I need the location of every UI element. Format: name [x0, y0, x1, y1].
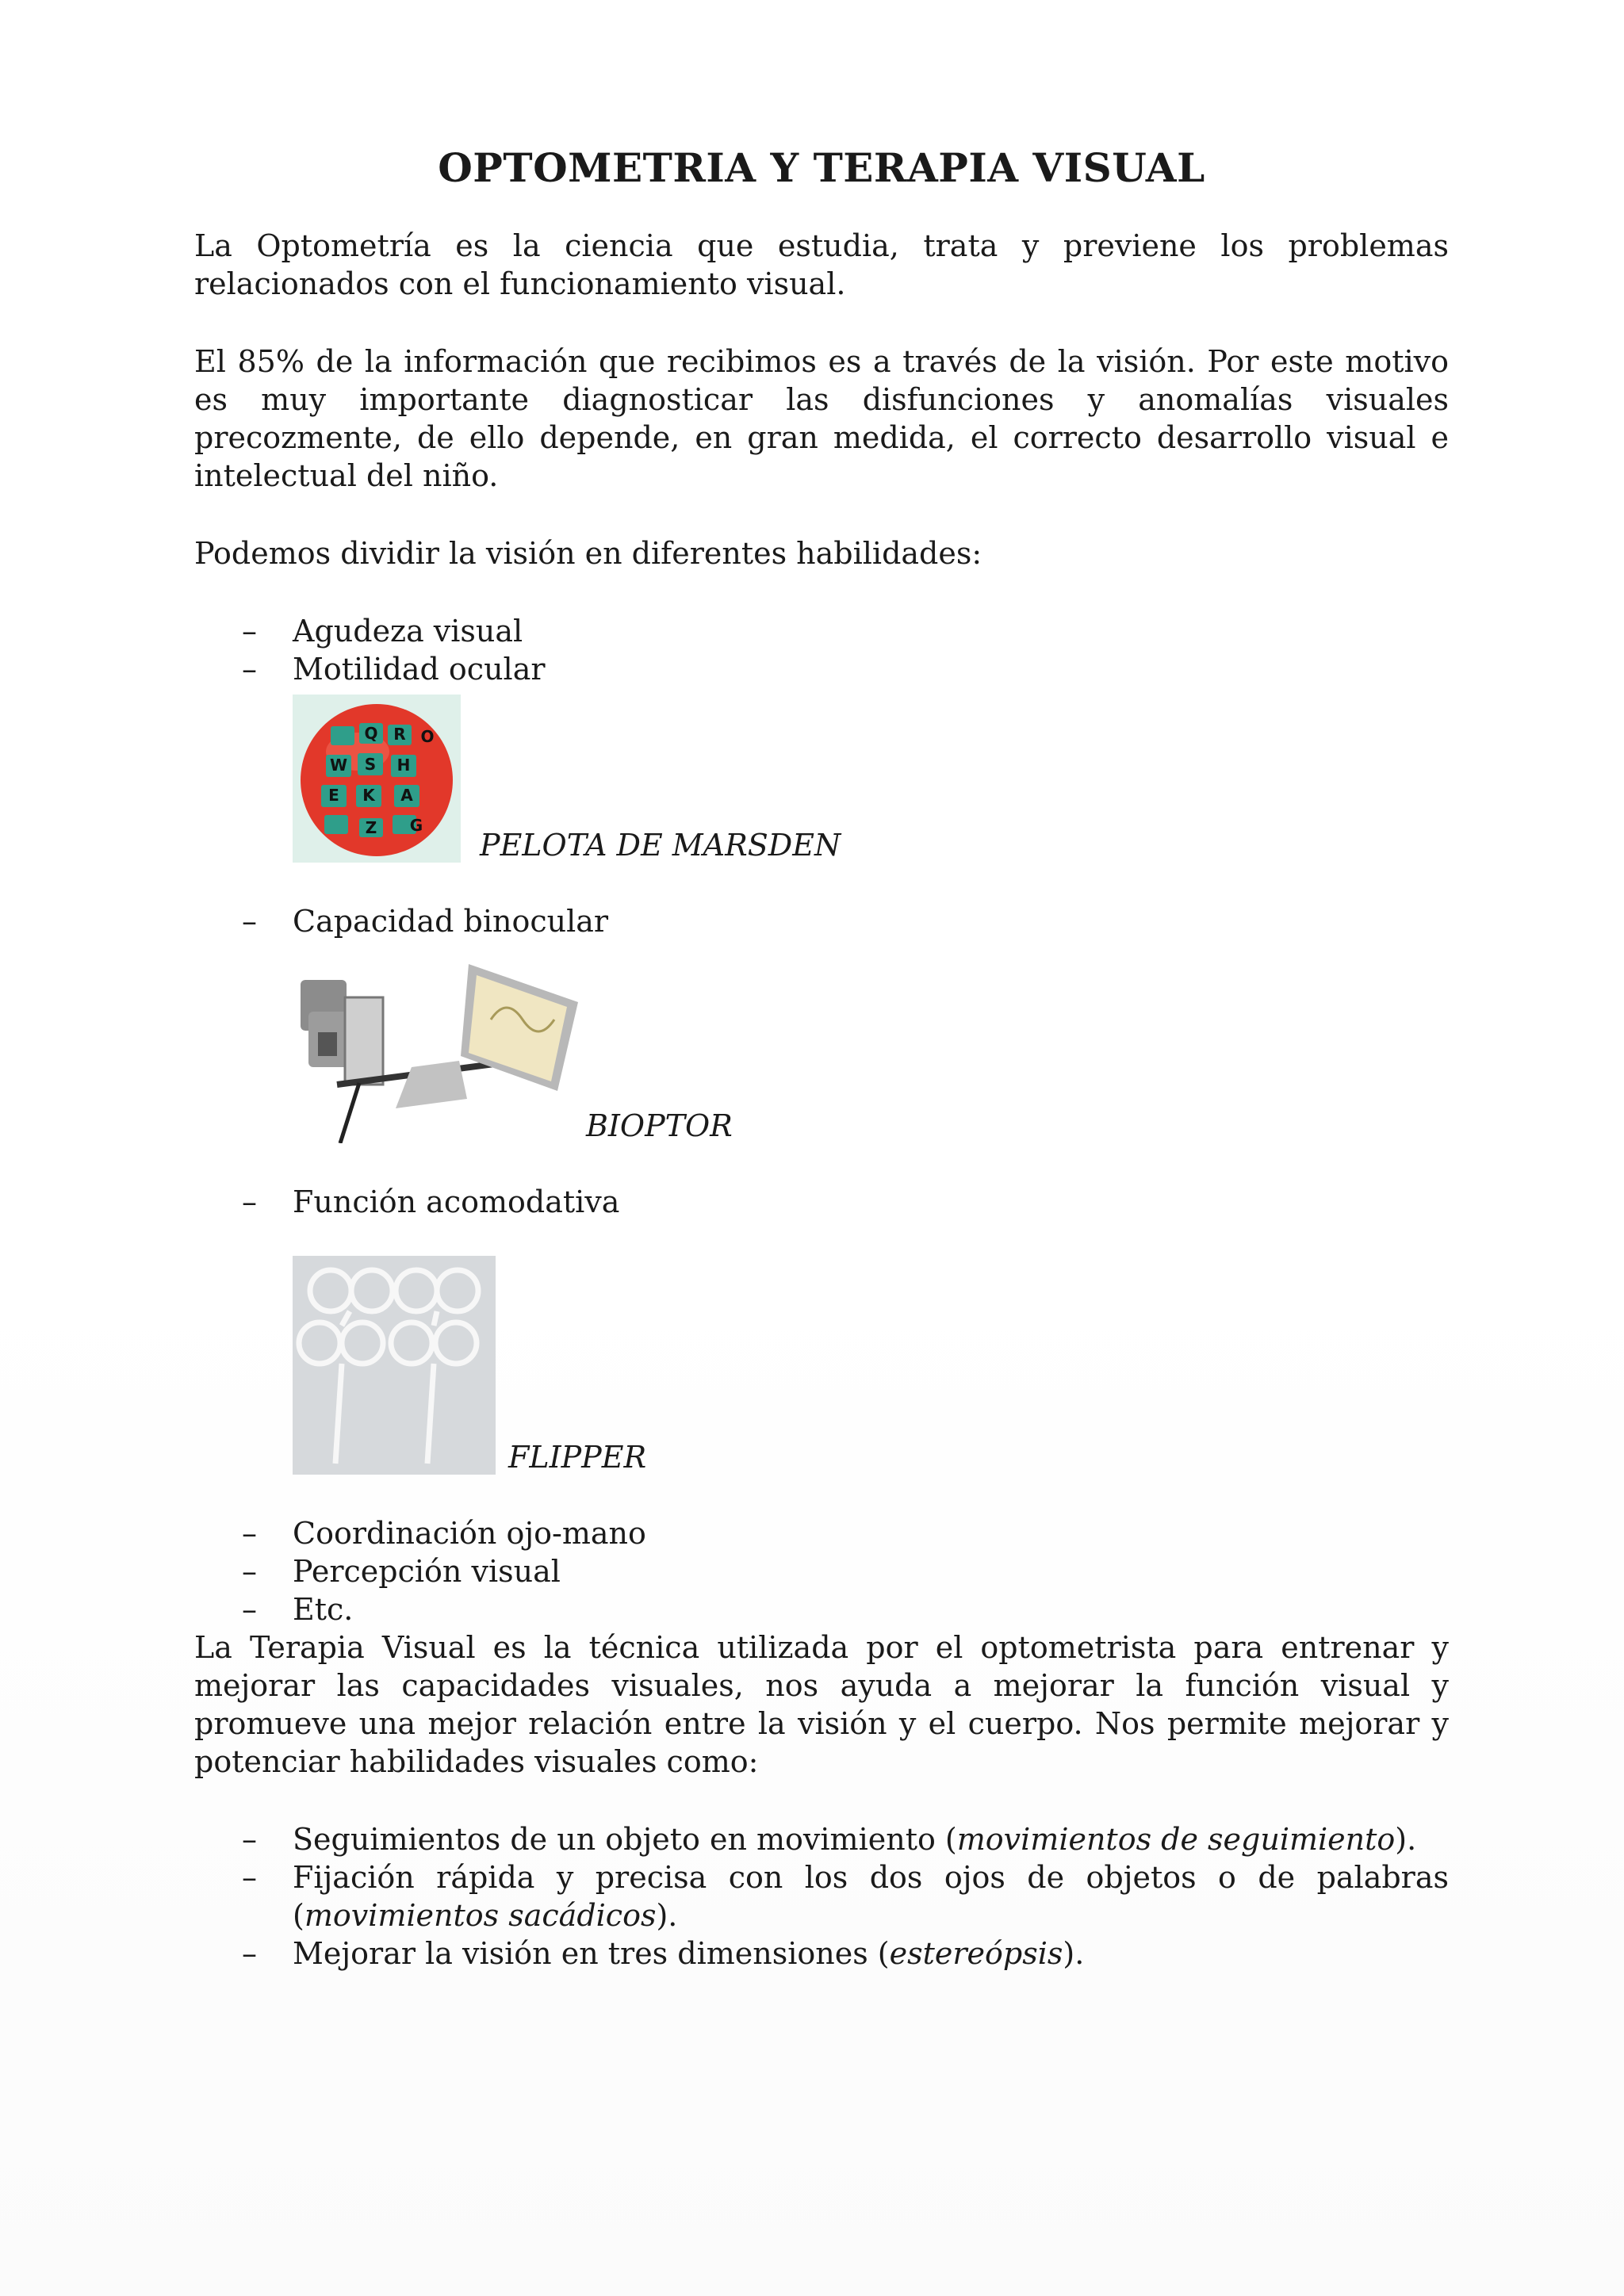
statistic-paragraph: El 85% de la información que recibimos es a través de la visión. Por este motivo es muy importante diagnosticar las disfunciones y anomalías visuales precozmente, de ello depende, en gran medida, el correcto desarrollo visual e intelectual del niño. — [194, 344, 1449, 493]
therapy-text: Fijación rápida y precisa con los dos ojos de objetos o de palabras ( — [293, 1860, 1449, 1933]
marsden-letter: E — [328, 786, 339, 805]
list-item — [194, 1858, 1449, 1934]
therapy-text: Mejorar la visión en tres dimensiones ( — [293, 1936, 890, 1971]
marsden-letter: H — [396, 756, 411, 775]
skill-label: Función acomodativa — [293, 1184, 620, 1219]
dash-bullet: – — [242, 652, 257, 687]
figure-caption: FLIPPER — [508, 1440, 647, 1475]
skills-list — [194, 612, 1449, 688]
therapy-text-end: ). — [656, 1898, 678, 1933]
list-item — [194, 612, 1449, 650]
page-title: OPTOMETRIA Y TERAPIA VISUAL — [438, 144, 1205, 191]
therapy-term: movimientos sacádicos — [304, 1898, 657, 1933]
list-item — [194, 1552, 1449, 1590]
list-item — [194, 1514, 1449, 1552]
skills-list — [194, 902, 1449, 940]
skill-label: Agudeza visual — [293, 614, 523, 649]
dash-bullet: – — [242, 1592, 257, 1627]
dash-bullet: – — [242, 1860, 257, 1895]
figure-caption: BIOPTOR — [586, 1108, 733, 1143]
therapy-term: movimientos de seguimiento — [956, 1822, 1396, 1857]
dash-bullet: – — [242, 904, 257, 939]
list-item — [194, 1183, 1449, 1221]
dash-bullet: – — [242, 1516, 257, 1551]
flipper-figure — [293, 1256, 1449, 1475]
list-item — [194, 902, 1449, 940]
marsden-letter: G — [409, 816, 423, 835]
dash-bullet: – — [242, 1184, 257, 1219]
skill-label: Etc. — [293, 1592, 354, 1627]
marsden-letter: W — [329, 756, 348, 775]
therapy-term: estereópsis — [889, 1936, 1063, 1971]
list-item — [194, 1934, 1449, 1973]
figure-caption: PELOTA DE MARSDEN — [480, 828, 841, 863]
dash-bullet: – — [242, 1554, 257, 1589]
marsden-letter: A — [400, 786, 413, 805]
bioptor-image — [293, 956, 586, 1143]
therapy-text-end: ). — [1395, 1822, 1417, 1857]
dash-bullet: – — [242, 1822, 257, 1857]
intro-paragraph: La Optometría es la ciencia que estudia, trata y previene los problemas relacionados con el funcionamiento visual. — [194, 228, 1449, 301]
skills-list — [194, 1514, 1449, 1628]
marsden-letter: R — [393, 725, 406, 744]
skill-label: Coordinación ojo-mano — [293, 1516, 646, 1551]
marsden-ball-image — [293, 695, 461, 863]
list-item — [194, 650, 1449, 688]
skill-label: Motilidad ocular — [293, 652, 546, 687]
list-item — [194, 1820, 1449, 1858]
dash-bullet: – — [242, 1936, 257, 1971]
dash-bullet: – — [242, 614, 257, 649]
marsden-figure — [293, 695, 1449, 863]
flipper-image — [293, 1256, 496, 1475]
document-body — [194, 143, 1449, 1973]
list-item — [194, 1590, 1449, 1628]
therapy-text-end: ). — [1063, 1936, 1085, 1971]
skills-intro-paragraph: Podemos dividir la visión en diferentes habilidades: — [194, 536, 982, 571]
marsden-letter: Q — [364, 724, 378, 743]
marsden-letter: Z — [365, 818, 377, 837]
marsden-letter: O — [420, 727, 435, 746]
bioptor-figure — [293, 956, 1449, 1143]
therapy-paragraph: La Terapia Visual es la técnica utilizada por el optometrista para entrenar y mejorar las capacidades visuales, nos ayuda a mejorar la función visual y promueve una mejor relación entre la visión y el cuerpo. Nos permite mejorar y potenciar habilidades visuales como: — [194, 1630, 1449, 1779]
therapy-text: Seguimientos de un objeto en movimiento ( — [293, 1822, 957, 1857]
skill-label: Percepción visual — [293, 1554, 561, 1589]
marsden-letter: S — [364, 755, 377, 774]
marsden-letter: K — [362, 786, 375, 805]
skills-list — [194, 1183, 1449, 1221]
skill-label: Capacidad binocular — [293, 904, 609, 939]
therapy-list — [194, 1820, 1449, 1973]
